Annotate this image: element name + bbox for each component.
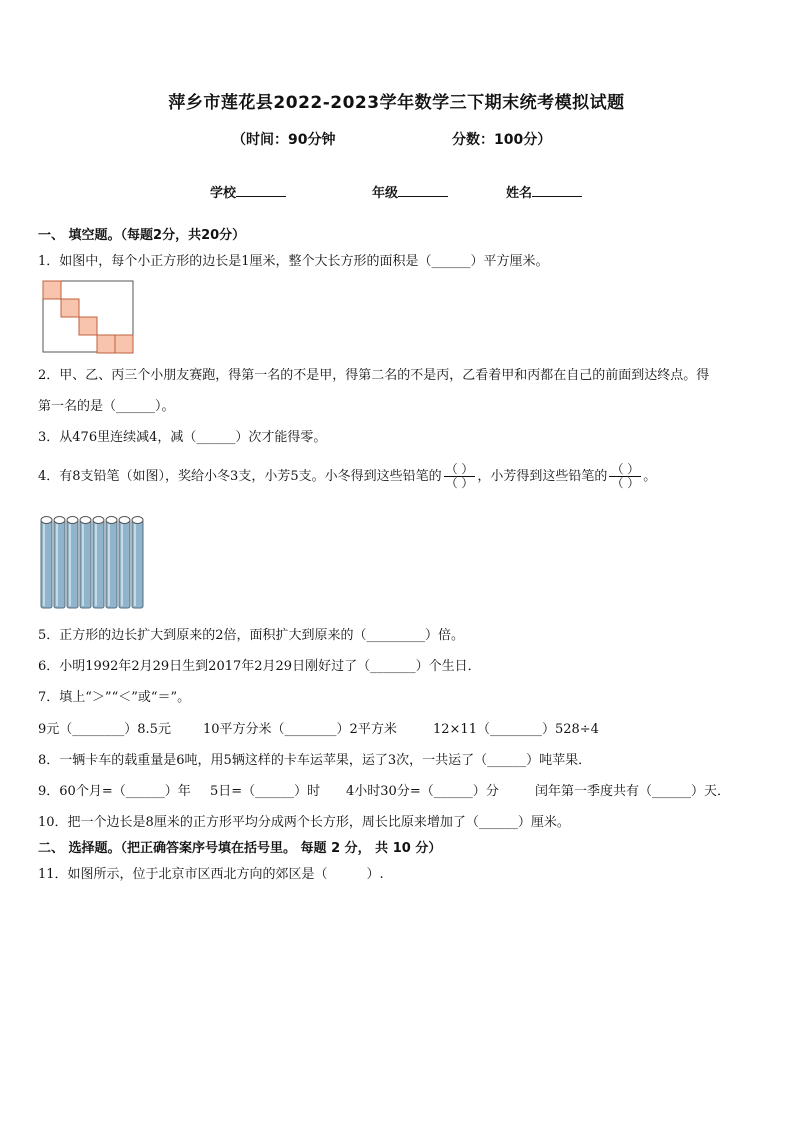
grid-square <box>97 335 115 353</box>
pencil <box>132 520 143 608</box>
grid-square <box>61 299 79 317</box>
question-6: 6．小明1992年2月29日生到2017年2月29日刚好过了（_______）个生日． <box>38 659 481 674</box>
question-4-text-a: 4．有8支铅笔（如图），奖给小冬3支，小芳5支。小冬得到这些铅笔的 <box>38 469 442 484</box>
question-10: 10．把一个边长是8厘米的正方形平均分成两个长方形，周长比原来增加了（______）厘米。 <box>38 815 570 830</box>
grid-square <box>43 281 61 299</box>
question-4-text-b: ，小芳得到这些铅笔的 <box>477 469 608 484</box>
question-7-item-2: 10平方分米（________）2平方米 <box>203 722 397 737</box>
pencils-figure <box>38 514 150 612</box>
question-4 <box>38 463 656 490</box>
question-9-item-2: 5日=（______）时 <box>210 784 321 799</box>
question-1: 1．如图中，每个小正方形的边长是1厘米，整个大长方形的面积是（______）平方厘米。 <box>38 254 549 269</box>
pencil-end <box>119 517 130 524</box>
pencil <box>93 520 104 608</box>
pencil <box>67 520 78 608</box>
pencil-end <box>54 517 65 524</box>
pencil-end <box>132 517 143 524</box>
section-1-heading: 一、 填空题。（每题2分，共20分） <box>38 228 246 243</box>
question-4-text-c: 。 <box>643 469 657 484</box>
fraction-blank-1: $\frac{( )}{( )}$ <box>445 462 474 490</box>
school-field <box>210 182 286 201</box>
pencil <box>80 520 91 608</box>
question-5: 5．正方形的边长扩大到原来的2倍，面积扩大到原来的（_________）倍。 <box>38 628 465 643</box>
pencil <box>54 520 65 608</box>
name-field <box>506 182 582 201</box>
time-label: （时间：90分钟 <box>232 132 336 148</box>
pencil-end <box>80 517 91 524</box>
grid-square <box>79 317 97 335</box>
question-11: 11．如图所示，位于北京市区西北方向的郊区是（ ）. <box>38 867 384 882</box>
question-2-line-1: 2．甲、乙、丙三个小朋友赛跑，得第一名的不是甲，得第二名的不是丙，乙看着甲和丙都在自己的前面到达终点。得 <box>38 368 710 383</box>
fraction-blank-2: $\frac{( )}{( )}$ <box>611 462 640 490</box>
pencil <box>41 520 52 608</box>
school-label: 学校 <box>210 186 237 201</box>
question-7-item-1: 9元（________）8.5元 <box>38 722 171 737</box>
name-label: 姓名 <box>506 186 533 201</box>
rectangle-grid-figure <box>42 280 136 354</box>
question-7: 7．填上“＞”“＜”或“＝”。 <box>38 690 191 705</box>
page-title: 萍乡市莲花县2022-2023学年数学三下期末统考模拟试题 <box>168 93 625 113</box>
pencil-end <box>106 517 117 524</box>
question-8: 8．一辆卡车的载重量是6吨，用5辆这样的卡车运苹果，运了3次，一共运了（______）吨苹果． <box>38 753 592 768</box>
pencil-end <box>67 517 78 524</box>
question-7-item-3: 12×11（________）528÷4 <box>433 722 599 737</box>
pencil <box>106 520 117 608</box>
question-2-line-2: 第一名的是（______）。 <box>38 399 175 414</box>
question-3: 3．从476里连续减4，减（______）次才能得零。 <box>38 430 327 445</box>
grade-label: 年级 <box>372 186 399 201</box>
pencil-end <box>93 517 104 524</box>
grade-field <box>372 182 448 201</box>
question-9-item-3: 4小时30分=（______）分 <box>346 784 499 799</box>
section-2-heading: 二、 选择题。（把正确答案序号填在括号里。 每题 2 分， 共 10 分） <box>38 841 442 856</box>
question-9-item-1: 9．60个月=（______）年 <box>38 784 191 799</box>
grid-square <box>115 335 133 353</box>
question-9-item-4: 闰年第一季度共有（______）天． <box>535 784 731 799</box>
score-label: 分数：100分） <box>452 132 552 148</box>
pencil-end <box>41 517 52 524</box>
pencil <box>119 520 130 608</box>
